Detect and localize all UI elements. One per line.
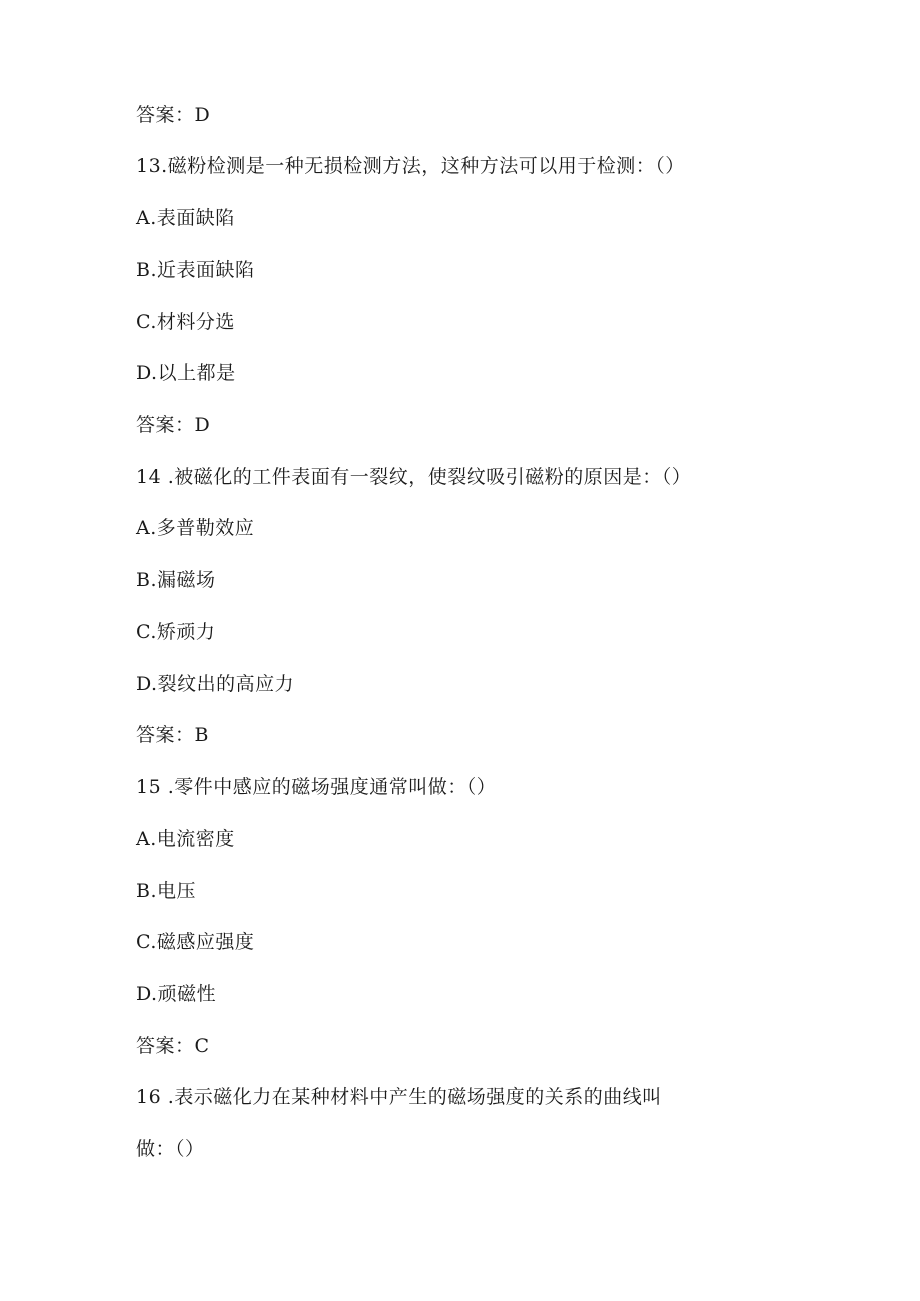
question-14: 14 .被磁化的工件表面有一裂纹，使裂纹吸引磁粉的原因是：（） [136, 466, 692, 488]
question-16-continued: 做：（） [136, 1138, 205, 1160]
option-line: D.顽磁性 [136, 983, 217, 1005]
answer-line: 答案：B [136, 724, 209, 746]
answer-line: 答案：D [136, 414, 211, 436]
option-line: B.漏磁场 [136, 569, 216, 591]
option-line: C.材料分选 [136, 311, 235, 333]
option-line: C.矫顽力 [136, 621, 216, 643]
question-15: 15 .零件中感应的磁场强度通常叫做：（） [136, 776, 497, 798]
option-line: C.磁感应强度 [136, 931, 255, 953]
option-line: A.表面缺陷 [136, 207, 235, 229]
answer-line: 答案：D [136, 104, 211, 126]
question-13: 13.磁粉检测是一种无损检测方法，这种方法可以用于检测：（） [136, 155, 685, 177]
option-line: B.电压 [136, 880, 197, 902]
option-line: B.近表面缺陷 [136, 259, 255, 281]
option-line: A.多普勒效应 [136, 517, 255, 539]
answer-line: 答案：C [136, 1035, 210, 1057]
option-line: D.裂纹出的高应力 [136, 673, 295, 695]
option-line: D.以上都是 [136, 362, 236, 384]
question-16: 16 .表示磁化力在某种材料中产生的磁场强度的关系的曲线叫 [136, 1086, 662, 1108]
option-line: A.电流密度 [136, 828, 235, 850]
